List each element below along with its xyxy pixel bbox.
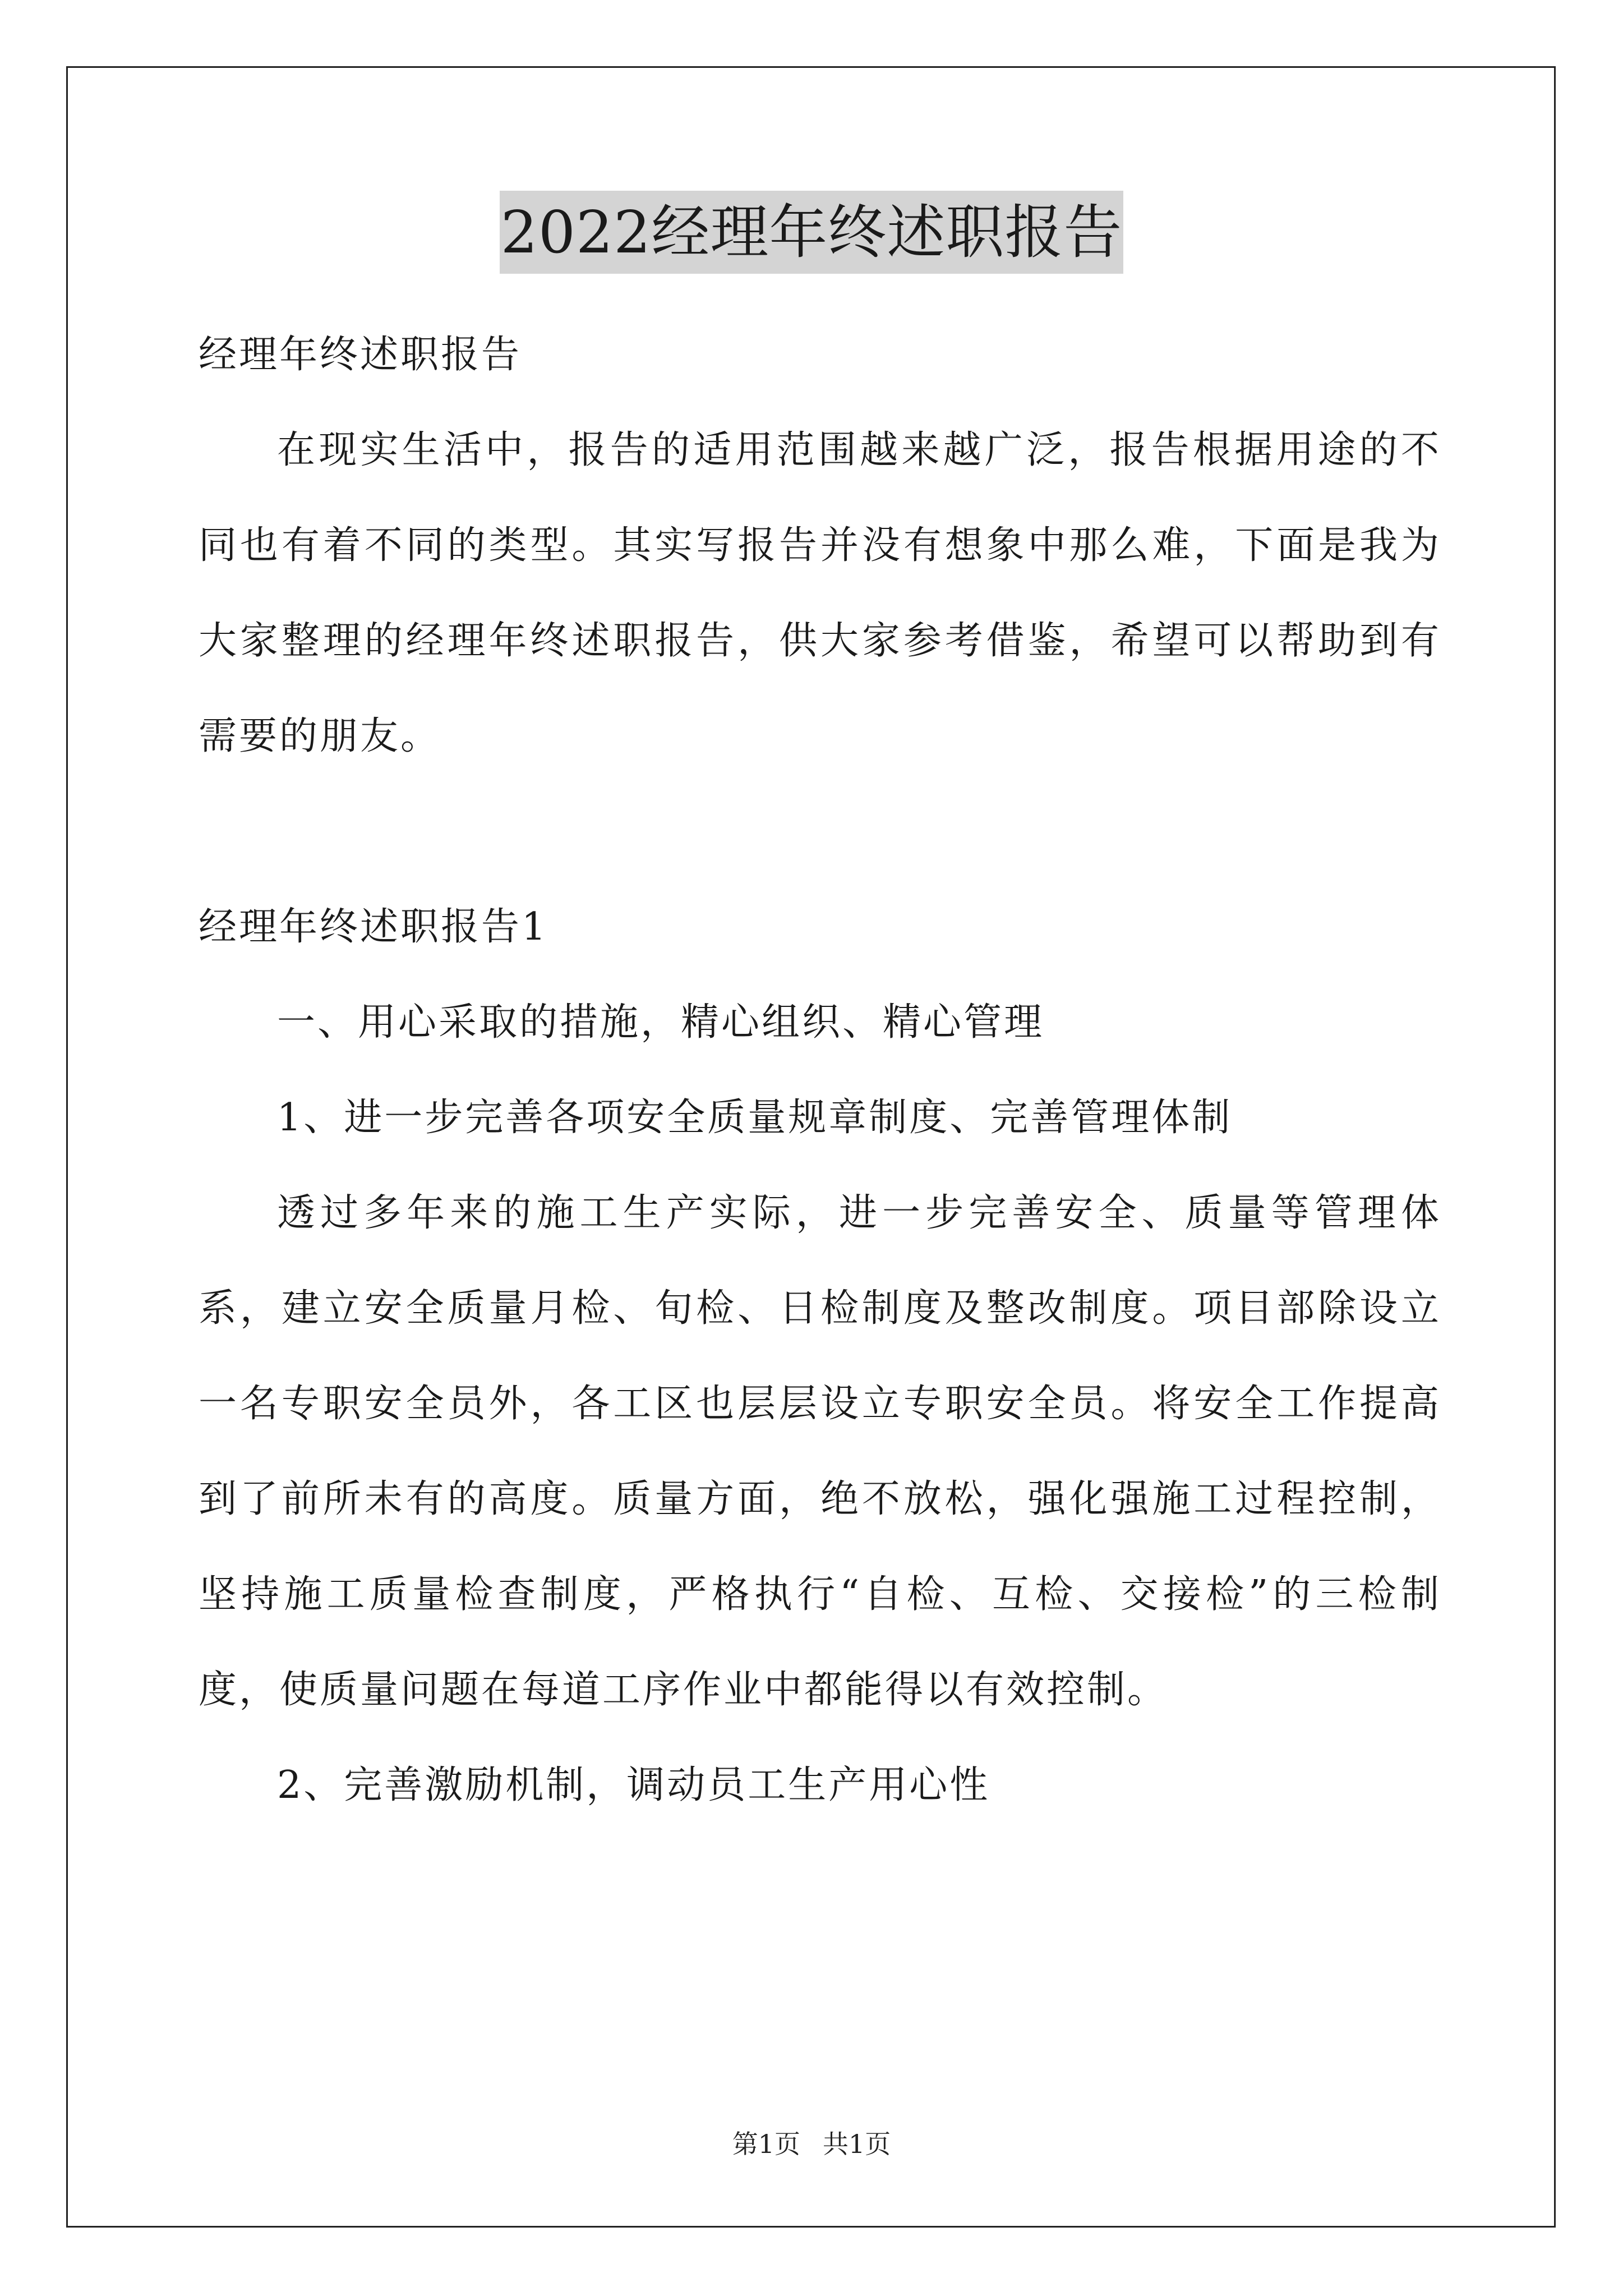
- page-footer: [0, 2127, 1623, 2161]
- body-paragraph: 透过多年来的施工生产实际，进一步完善安全、质量等管理体系，建立安全质量月检、旬检、日检制度及整改制度。项目部除设立一名专职安全员外，各工区也层层设立专职安全员。将安全工作提高到了前所未有的高度。质量方面，绝不放松，强化强施工过程控制，坚持施工质量检查制度，严格执行“自检、互检、交接检”的三检制度，使质量问题在每道工序作业中都能得以有效控制。: [199, 1191, 1441, 1712]
- page-number-current: 第1页: [732, 2129, 800, 2159]
- section-heading: 经理年终述职报告: [199, 333, 522, 377]
- intro-paragraph: 在现实生活中，报告的适用范围越来越广泛，报告根据用途的不同也有着不同的类型。其实写报告并没有想象中那么难，下面是我为大家整理的经理年终述职报告，供大家参考借鉴，希望可以帮助到有需要的朋友。: [199, 428, 1441, 758]
- title-container: [0, 191, 1623, 274]
- report-heading: 经理年终述职报告1: [199, 905, 548, 949]
- section-one-heading: 一、用心采取的措施，精心组织、精心管理: [277, 1000, 1045, 1045]
- subsection-one-heading: 1、进一步完善各项安全质量规章制度、完善管理体制: [277, 1096, 1233, 1140]
- page-number-total: 共1页: [823, 2129, 891, 2159]
- subsection-two-heading: 2、完善激励机制，调动员工生产用心性: [277, 1763, 990, 1807]
- document-body: [199, 307, 1441, 1833]
- document-title: 2022经理年终述职报告: [500, 191, 1124, 274]
